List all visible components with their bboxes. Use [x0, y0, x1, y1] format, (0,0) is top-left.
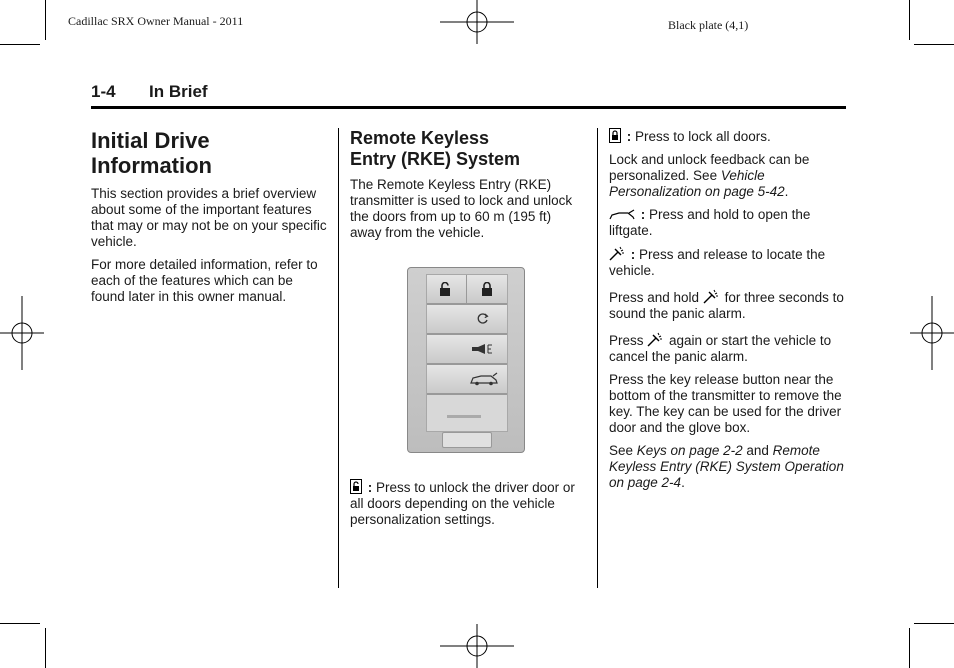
- see-reference-keys: Keys on page 2-2: [636, 443, 743, 458]
- registration-mark-icon: [440, 0, 514, 44]
- fob-panic-button: [427, 335, 507, 365]
- key-release-description: Press the key release button near the bottom of the transmitter to remove the key. The key can be used for the driver door and the glove box.: [609, 372, 842, 435]
- fob-lock-unlock-row: [427, 275, 507, 305]
- manual-title: Cadillac SRX Owner Manual - 2011: [68, 14, 244, 28]
- cancel-text-b: again or start the vehicle to cancel the panic alarm.: [609, 333, 832, 364]
- page-title: [91, 128, 329, 178]
- lock-separator: :: [623, 129, 635, 144]
- crop-mark: [914, 623, 954, 624]
- crop-mark: [0, 44, 40, 45]
- lock-text: Press to lock all doors.: [635, 129, 771, 144]
- intro-paragraph: This section provides a brief overview about some of the important features that may or may not be on your specific vehicle.: [91, 186, 327, 249]
- section-header: [91, 80, 846, 109]
- feedback-end: .: [784, 184, 789, 199]
- registration-mark-icon: [0, 296, 44, 370]
- crop-mark: [0, 623, 40, 624]
- liftgate-description: [609, 207, 844, 239]
- locate-description: [609, 246, 844, 279]
- page-title-line1: Initial Drive: [91, 128, 210, 153]
- see-and: and: [742, 443, 773, 458]
- liftgate-separator: :: [637, 207, 649, 222]
- feedback-description: [609, 152, 844, 200]
- lock-icon: [609, 128, 621, 143]
- crop-mark: [45, 0, 46, 40]
- unlock-icon: [350, 479, 362, 494]
- cancel-text-a: Press: [609, 333, 648, 348]
- crop-mark: [45, 628, 46, 668]
- liftgate-icon: [609, 209, 635, 221]
- column-rke: [350, 128, 580, 535]
- key-fob-illustration: [407, 267, 525, 453]
- see-reference-rke: Remote Keyless Entry (RKE) System Operation on page 2-4: [609, 443, 844, 490]
- see-also: [609, 443, 844, 491]
- column-divider: [597, 128, 598, 588]
- registration-mark-icon: [910, 296, 954, 370]
- feedback-text: Lock and unlock feedback can be personalized. See: [609, 152, 810, 183]
- rke-heading-line2: Entry (RKE) System: [350, 149, 521, 169]
- section-number: 1-4: [91, 82, 116, 101]
- unlock-icon: [439, 282, 451, 296]
- rke-heading: [350, 128, 580, 170]
- page-title-line2: Information: [91, 153, 212, 178]
- key-fob-body: [407, 267, 525, 453]
- panic-horn-icon: [609, 246, 625, 261]
- key-fob-buttons: [426, 274, 508, 432]
- column-intro: [91, 128, 329, 312]
- column-functions: [609, 128, 844, 498]
- rke-description: The Remote Keyless Entry (RKE) transmitter is used to lock and unlock the doors from up to 60 m (195 ft) away from the vehicle.: [350, 177, 573, 240]
- see-end: .: [681, 475, 685, 490]
- panic-horn-icon: [703, 289, 719, 304]
- liftgate-icon: [469, 372, 499, 386]
- feedback-reference: Vehicle Personalization on page 5-42: [609, 168, 785, 199]
- key-release-button: [442, 432, 492, 448]
- panic-horn-icon: [471, 343, 497, 355]
- rke-heading-line1: Remote Keyless: [350, 128, 490, 148]
- column-divider: [338, 128, 339, 588]
- lock-icon: [481, 282, 493, 296]
- locate-text: Press and release to locate the vehicle.: [609, 247, 826, 278]
- locate-separator: :: [627, 247, 639, 262]
- panic-horn-icon: [647, 332, 663, 347]
- remote-start-icon: [477, 313, 489, 325]
- panic-description: [609, 289, 844, 322]
- panic-text-a: Press and hold: [609, 290, 703, 305]
- unlock-text: Press to unlock the driver door or all doors depending on the vehicle personalization settings.: [350, 480, 575, 527]
- fob-liftgate-button: [427, 365, 507, 395]
- liftgate-text: Press and hold to open the liftgate.: [609, 207, 811, 238]
- crop-mark: [909, 628, 910, 668]
- see-text: See: [609, 443, 637, 458]
- section-title: In Brief: [149, 82, 208, 101]
- more-info-paragraph: For more detailed information, refer to each of the features which can be found later in this owner manual.: [91, 257, 318, 304]
- cancel-panic-description: [609, 332, 844, 365]
- crop-mark: [914, 44, 954, 45]
- unlock-separator: :: [364, 480, 376, 495]
- crop-mark: [909, 0, 910, 40]
- unlock-description: [350, 479, 580, 528]
- panic-text-b: for three seconds to sound the panic alarm.: [609, 290, 844, 321]
- fob-remote-start-button: [427, 305, 507, 335]
- plate-label: Black plate (4,1): [668, 18, 749, 32]
- registration-mark-icon: [440, 624, 514, 668]
- lock-description: [609, 128, 844, 145]
